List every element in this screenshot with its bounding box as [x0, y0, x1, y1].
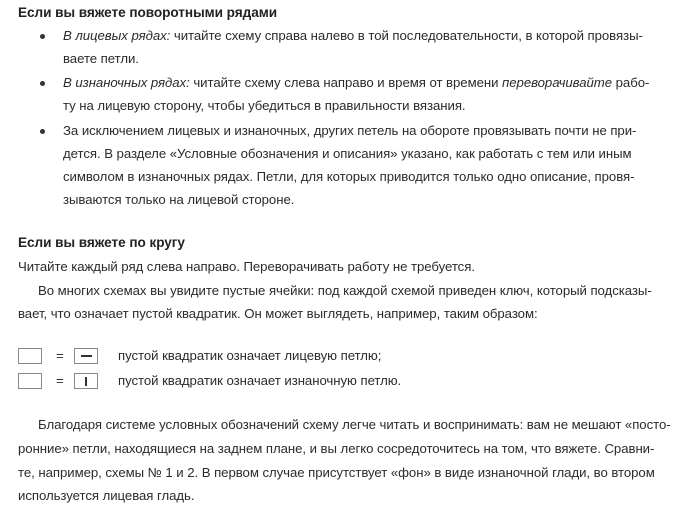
vertical-bar-icon	[85, 377, 87, 386]
key-purl-description: пустой квадратик означает изнаночную петлю.	[118, 373, 402, 388]
dash-icon	[81, 355, 92, 357]
paragraph-symbols-line3: те, например, схемы № 1 и 2. В первом случае присутствует «фон» в виде изнаночной глади, во втором	[18, 465, 655, 480]
emphasis-knit-rows: В лицевых рядах:	[63, 28, 171, 43]
bullet-marker	[40, 81, 45, 86]
key-knit-description: пустой квадратик означает лицевую петлю;	[118, 348, 382, 363]
bullet-text: читайте схему слева направо и время от времени	[189, 75, 503, 90]
bullet-purl-rows-line1	[63, 74, 649, 92]
equals-sign: =	[56, 373, 64, 388]
equals-sign: =	[56, 348, 64, 363]
section-heading-in-round: Если вы вяжете по кругу	[18, 235, 185, 250]
section-heading-turned-rows: Если вы вяжете поворотными рядами	[18, 5, 278, 20]
empty-cell-symbol	[18, 348, 42, 364]
paragraph-empty-cells-line2: вает, что означает пустой квадратик. Он может выглядеть, например, таким образом:	[18, 306, 538, 321]
bullet-marker	[40, 129, 45, 134]
paragraph-symbols-line4: используется лицевая гладь.	[18, 488, 195, 503]
bullet-other-stitches-line3: символом в изнаночных рядах. Петли, для которых приводится только одно описание, провя-	[63, 169, 635, 184]
empty-cell-symbol	[18, 373, 42, 389]
bullet-knit-rows-line2: ваете петли.	[63, 51, 139, 66]
bullet-purl-rows-line2: ту на лицевую сторону, чтобы убедиться в правильности вязания.	[63, 98, 466, 113]
bullet-other-stitches-line4: зываются только на лицевой стороне.	[63, 192, 295, 207]
paragraph-empty-cells-line1: Во многих схемах вы увидите пустые ячейки: под каждой схемой приведен ключ, который подсказы-	[38, 283, 652, 298]
bullet-other-stitches-line1: За исключением лицевых и изнаночных, других петель на обороте провязывать почти не при-	[63, 123, 637, 138]
paragraph-symbols-line2: ронние» петли, находящиеся на заднем плане, и вы легко сосредоточитесь на том, что вяжете. Сравни-	[18, 441, 655, 456]
bullet-knit-rows-line1	[63, 27, 643, 45]
bullet-other-stitches-line2: дется. В разделе «Условные обозначения и описания» указано, как работать с тем или иным	[63, 146, 632, 161]
paragraph-read-rows: Читайте каждый ряд слева направо. Переворачивать работу не требуется.	[18, 259, 475, 274]
bullet-marker	[40, 34, 45, 39]
bullet-text: рабо-	[612, 75, 650, 90]
bullet-text: читайте схему справа налево в той последовательности, в которой провязы-	[170, 28, 643, 43]
emphasis-purl-rows: В изнаночных рядах:	[63, 75, 190, 90]
emphasis-turn: переворачивайте	[502, 75, 613, 90]
paragraph-symbols-line1: Благодаря системе условных обозначений схему легче читать и воспринимать: вам не мешают «посто-	[38, 417, 671, 432]
